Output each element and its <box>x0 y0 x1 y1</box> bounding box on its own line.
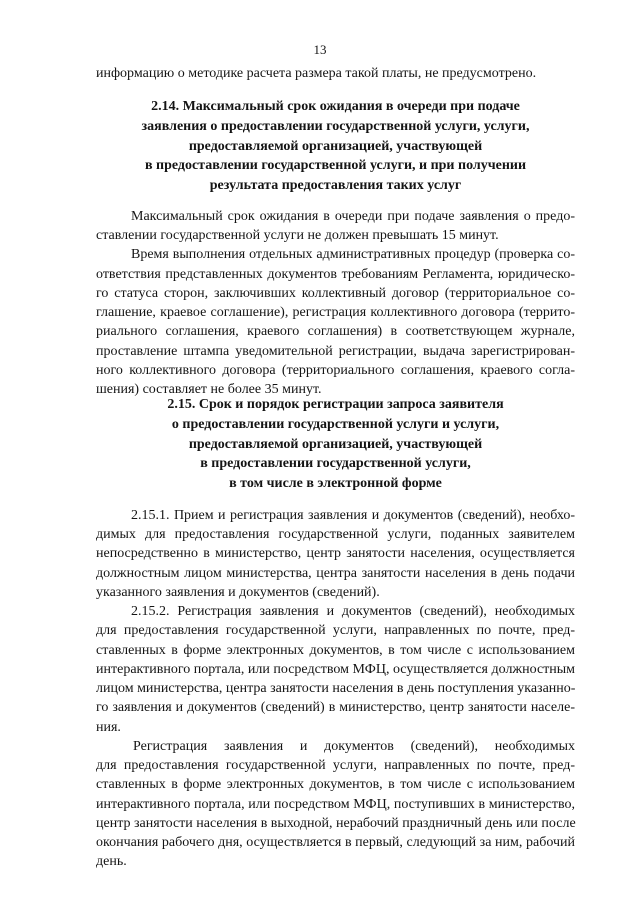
heading-line: предоставляемой организацией, участвующей <box>188 139 483 154</box>
heading-line: предоставляемой организацией, участвующей <box>188 437 483 452</box>
paragraph-line: лицом министерства, центра занятости населения в день поступления указанно- <box>96 681 576 696</box>
paragraph-line: ставлении государственной услуги не должен превышать 15 минут. <box>96 228 499 243</box>
paragraph-line: указанного заявления и документов (сведений). <box>96 585 380 600</box>
paragraph-line: окончания рабочего дня, осуществляется в первый, следующий за ним, рабочий <box>96 835 575 850</box>
paragraph-line: для предоставления государственной услуги, направленных по почте, пред- <box>96 758 575 773</box>
paragraph-line: центр занятости населения в выходной, нерабочий праздничный день или после <box>96 816 576 831</box>
paragraph-line: ного коллективного договора (территориального соглашения, краевого согла- <box>96 363 575 378</box>
heading-line: в том числе в электронной форме <box>229 476 442 491</box>
paragraph-line: го заявления и документов (сведений) в министерство, центр занятости населе- <box>96 700 575 715</box>
paragraph-line: интерактивного портала, или посредством МФЦ, поступивших в министерство, <box>96 797 575 812</box>
paragraph-line: ставленных в форме электронных документов, в том числе с использованием <box>96 643 575 658</box>
paragraph-line: го статуса сторон, заключивших коллективный договор (территориальное со- <box>96 286 575 301</box>
paragraph-line: ставленных в форме электронных документов, в том числе с использованием <box>96 777 575 792</box>
paragraph-line: Максимальный срок ожидания в очереди при подаче заявления о предо- <box>131 209 575 224</box>
paragraph-line: димых для предоставления государственной услуги, поданных заявителем <box>96 527 575 542</box>
paragraph-line: Время выполнения отдельных административных процедур (проверка со- <box>131 247 575 262</box>
paragraph-line: проставление штампа уведомительной регистрации, выдача зарегистрирован- <box>96 344 575 359</box>
paragraph-line: шения) составляет не более 35 минут. <box>96 382 322 397</box>
paragraph-line: непосредственно в министерство, центр занятости населения, осуществляется <box>96 546 575 561</box>
heading-line: в предоставлении государственной услуги, и при получении <box>144 158 527 173</box>
page-number: 13 <box>313 42 327 57</box>
paragraph-line: Регистрация заявления и документов (сведений), необходимых <box>133 739 575 754</box>
paragraph-line: глашение, краевое соглашение), регистрация коллективного договора (террито- <box>96 305 575 320</box>
heading-line: результата предоставления таких услуг <box>209 178 462 193</box>
paragraph-line: риального соглашения, краевого соглашения) в соответствующем журнале, <box>96 324 575 339</box>
paragraph-line: ния. <box>96 720 121 735</box>
heading-line: 2.15. Срок и порядок регистрации запроса заявителя <box>167 397 504 412</box>
paragraph-line: для предоставления государственной услуги, направленных по почте, пред- <box>96 623 575 638</box>
paragraph-line: 2.15.1. Прием и регистрация заявления и документов (сведений), необхо- <box>131 508 575 523</box>
paragraph-line: 2.15.2. Регистрация заявления и документов (сведений), необходимых <box>131 604 575 619</box>
intro-text-line: информацию о методике расчета размера такой платы, не предусмотрено. <box>96 66 537 81</box>
heading-line: о предоставлении государственной услуги и услуги, <box>171 417 500 432</box>
heading-line: в предоставлении государственной услуги, <box>200 456 471 471</box>
paragraph-line: день. <box>96 854 127 869</box>
heading-line: 2.14. Максимальный срок ожидания в очереди при подаче <box>151 99 520 114</box>
paragraph-line: должностным лицом министерства, центра занятости населения в день подачи <box>96 566 575 581</box>
paragraph-line: ответствия представленных документов требованиям Регламента, юридическо- <box>96 267 575 282</box>
heading-line: заявления о предоставлении государственной услуги, услуги, <box>141 119 530 134</box>
paragraph-line: интерактивного портала, или посредством МФЦ, осуществляется должностным <box>96 662 576 677</box>
